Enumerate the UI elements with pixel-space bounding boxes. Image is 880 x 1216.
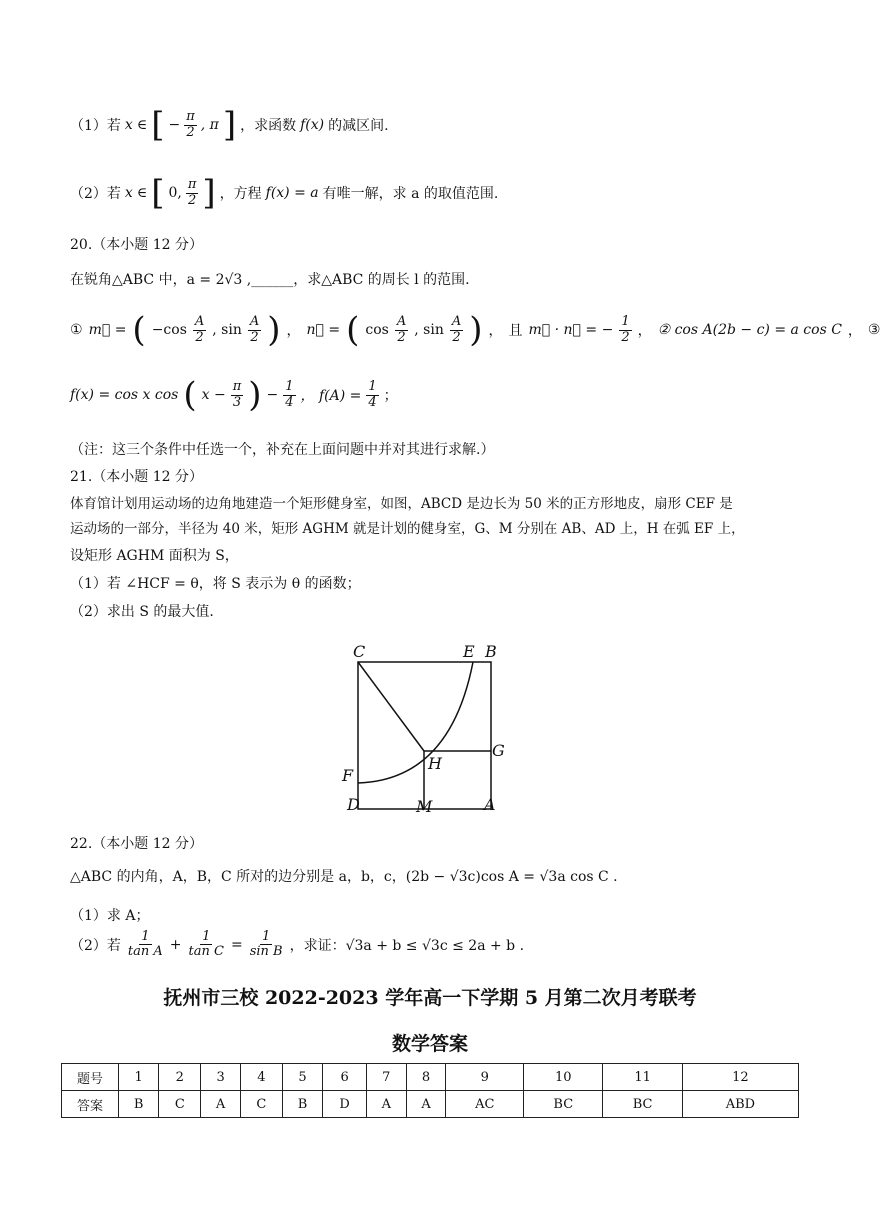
q20-c3-pifrac-num: π: [232, 379, 242, 395]
q19-p2-prefix: （2）若: [70, 186, 121, 202]
q20-c3-pifrac: [231, 380, 244, 410]
q19-p1-lbracket: [: [151, 105, 165, 145]
q20-c3-quarter-den: 4: [285, 394, 294, 410]
label-d: D: [347, 795, 360, 814]
q20-c1-comma3: ，: [637, 323, 652, 339]
q19-p2-end: 有唯一解，求 a 的取值范围.: [322, 186, 499, 202]
q20-c1-nfrac1-num: A: [396, 314, 407, 330]
q20-c1-n-rparen: ): [469, 310, 483, 350]
q19-p1-post: ，求函数: [240, 118, 297, 134]
q20-c1-comma: ，: [286, 323, 301, 339]
label-g: G: [492, 741, 505, 760]
label-h: H: [428, 754, 442, 773]
q20-condition-3: [70, 375, 398, 415]
q21-part1: （1）若 ∠HCF = θ，将 S 表示为 θ 的函数；: [70, 576, 361, 592]
q20-c1-lparen: (: [132, 310, 146, 350]
q20-c1-nfrac2-den: 2: [452, 329, 461, 345]
label-f: F: [342, 766, 354, 785]
answer-cell: A: [201, 1091, 241, 1118]
q20-c1-mfrac2: [248, 315, 261, 345]
q20-c3-minus: −: [266, 387, 279, 403]
q20-c3-quarter: [283, 380, 295, 410]
arc-ef: [358, 662, 473, 783]
q20-header: 20.（本小题 12 分）: [70, 237, 203, 253]
q22-plus: +: [169, 936, 182, 953]
q21-header: 21.（本小题 12 分）: [70, 469, 203, 485]
q22-frac1-den: tan A: [127, 944, 163, 960]
q19-p2-num: π: [187, 177, 197, 193]
q-number: 11: [603, 1064, 682, 1091]
q19-part2: [70, 173, 499, 213]
q-number: 12: [682, 1064, 798, 1091]
q20-c1-rparen: ): [267, 310, 281, 350]
label-m: M: [416, 797, 433, 816]
q19-p2-lbracket: [: [151, 173, 165, 213]
q21-line3: 设矩形 AGHM 面积为 S，: [70, 548, 239, 564]
answer-cell: C: [240, 1091, 282, 1118]
q19-p2-var: x: [124, 185, 133, 201]
q20-c3-quarter2: [366, 380, 378, 410]
q22-eq: =: [230, 936, 243, 953]
q20-c3-quarter-num: 1: [285, 379, 294, 395]
q20-c3-label: ③: [867, 322, 880, 338]
q21-line2: 运动场的一部分，半径为 40 米，矩形 AGHM 就是计划的健身室，G、M 分别在 AB、AD 上，H 在弧 EF 上，: [70, 521, 745, 537]
row-head-answers: 答案: [62, 1091, 119, 1118]
q19-p1-in: ∈: [136, 117, 148, 133]
q20-c3-x: x −: [201, 387, 226, 403]
q20-stem: 在锐角△ABC 中，a = 2√3 ,______，求△ABC 的周长 l 的范围.: [70, 272, 470, 288]
q22-p2-pre: （2）若: [70, 937, 121, 954]
q20-c1-m: m⃗ =: [88, 322, 127, 338]
q20-note: （注：这三个条件中任选一个，补充在上面问题中并对其进行求解.）: [70, 442, 495, 458]
row-head-numbers: 题号: [62, 1064, 119, 1091]
answer-table: [61, 1063, 799, 1118]
q19-p2-in: ∈: [136, 185, 148, 201]
q-number: 3: [201, 1064, 241, 1091]
q20-c1-nfrac2: [450, 315, 463, 345]
q-number: 1: [119, 1064, 159, 1091]
q20-c1-half-num: 1: [621, 314, 630, 330]
q19-part1: [70, 105, 389, 145]
q20-c1-dot: m⃗ · n⃗ = −: [528, 322, 614, 338]
q20-c2: ② cos A(2b − c) = a cos C: [657, 322, 842, 338]
q-number: 6: [323, 1064, 367, 1091]
answer-cell: B: [282, 1091, 322, 1118]
q20-c3-quarter2-num: 1: [368, 379, 377, 395]
q19-p1-rbracket: ]: [222, 105, 237, 145]
q19-p1-tail: , π: [200, 117, 219, 133]
label-b: B: [485, 642, 497, 661]
q19-p1-minus: −: [168, 117, 181, 133]
label-e: E: [463, 642, 475, 661]
q22-stem: △ABC 的内角，A，B，C 所对的边分别是 a，b，c，(2b − √3c)cos A = √3a cos C .: [70, 869, 618, 885]
q20-c3-lparen: (: [183, 375, 197, 415]
q20-c1-mfrac2-den: 2: [250, 329, 259, 345]
q20-c1-m-sin: , sin: [212, 322, 242, 338]
q20-c1-n: n⃗ =: [306, 322, 341, 338]
q22-frac2: [187, 930, 226, 960]
q19-p2-den: 2: [187, 192, 197, 208]
label-a: A: [484, 795, 496, 814]
q22-frac1-num: 1: [141, 929, 150, 944]
q20-c1-mfrac1-den: 2: [195, 329, 204, 345]
answer-subtitle: 数学答案: [391, 1033, 468, 1055]
answer-title: 抚州市三校 2022-2023 学年高一下学期 5 月第二次月考联考: [163, 987, 697, 1009]
answer-cell: AC: [446, 1091, 524, 1118]
label-c: C: [353, 642, 366, 661]
q20-c1-and: 且: [508, 323, 523, 339]
q-number: 2: [159, 1064, 201, 1091]
q22-frac3: [248, 930, 285, 960]
q-number: 10: [524, 1064, 603, 1091]
answer-cell: A: [406, 1091, 446, 1118]
q20-c1-n-sin: , sin: [414, 322, 444, 338]
q22-part2: [70, 930, 524, 960]
q20-c3-quarter2-den: 4: [368, 394, 377, 410]
q-number: 9: [446, 1064, 524, 1091]
q19-p1-prefix: （1）若: [70, 118, 121, 134]
q19-p2-rbracket: ]: [202, 173, 216, 213]
q19-p2-frac: [186, 178, 199, 208]
q20-c1-mfrac2-num: A: [249, 314, 260, 330]
q20-c3-f: f(x) = cos x cos: [70, 387, 179, 403]
q20-c1-comma2: ，: [488, 323, 503, 339]
q19-p1-end: 的减区间.: [328, 118, 389, 134]
q22-frac1: [126, 930, 165, 960]
q22-frac3-den: sin B: [249, 944, 283, 960]
segment-ch: [358, 662, 424, 751]
q20-c1-mfrac1-num: A: [194, 314, 205, 330]
q19-p1-fx: f(x): [300, 117, 325, 133]
q20-conditions-1-2: [70, 310, 880, 350]
q19-p2-eq: f(x) = a: [265, 185, 319, 201]
q20-c1-label: ①: [70, 322, 83, 338]
q20-c1-nfrac2-num: A: [451, 314, 462, 330]
q20-c3-end: ；: [383, 388, 398, 404]
q22-frac2-den: tan C: [188, 944, 224, 960]
q19-p1-var: x: [124, 117, 133, 133]
q19-p1-frac: [184, 110, 197, 140]
q21-part2: （2）求出 S 的最大值.: [70, 604, 214, 620]
q-number: 8: [406, 1064, 446, 1091]
q22-part1: （1）求 A；: [70, 908, 150, 924]
answer-cell: BC: [603, 1091, 682, 1118]
q-number: 5: [282, 1064, 322, 1091]
q20-c2-comma: ，: [847, 323, 862, 339]
q20-c3-rparen: ): [248, 375, 262, 415]
answer-row-numbers: [62, 1064, 799, 1091]
answer-cell: ABD: [682, 1091, 798, 1118]
q22-header: 22.（本小题 12 分）: [70, 836, 203, 852]
q21-figure: [340, 640, 520, 820]
q20-c1-nfrac1-den: 2: [397, 329, 406, 345]
answer-cell: C: [159, 1091, 201, 1118]
q20-c1-nfrac1: [395, 315, 408, 345]
answer-row-answers: [62, 1091, 799, 1118]
q19-p1-num: π: [186, 109, 195, 125]
q-number: 4: [240, 1064, 282, 1091]
q19-p1-den: 2: [186, 124, 195, 140]
q20-c3-fA: ， f(A) =: [300, 388, 362, 404]
q22-frac2-num: 1: [202, 929, 211, 944]
q21-line1: 体育馆计划用运动场的边角地建造一个矩形健身室，如图，ABCD 是边长为 50 米的正方形地皮，扇形 CEF 是: [70, 496, 733, 512]
q22-p2-post: ，求证：√3a + b ≤ √3c ≤ 2a + b .: [289, 937, 525, 954]
answer-cell: BC: [524, 1091, 603, 1118]
q20-c1-m-body: −cos: [151, 322, 187, 338]
q20-c1-n-lparen: (: [346, 310, 360, 350]
q20-c1-n-cos: cos: [365, 322, 389, 338]
answer-cell: A: [366, 1091, 406, 1118]
answer-cell: B: [119, 1091, 159, 1118]
q19-p2-zero: 0,: [168, 185, 182, 201]
q-number: 7: [366, 1064, 406, 1091]
q20-c1-mfrac1: [193, 315, 206, 345]
q20-c1-half-den: 2: [621, 329, 630, 345]
q19-p2-post: ，方程: [219, 186, 262, 202]
q22-frac3-num: 1: [262, 929, 271, 944]
q20-c1-half: [619, 315, 631, 345]
answer-cell: D: [323, 1091, 367, 1118]
q20-c3-pifrac-den: 3: [232, 394, 242, 410]
